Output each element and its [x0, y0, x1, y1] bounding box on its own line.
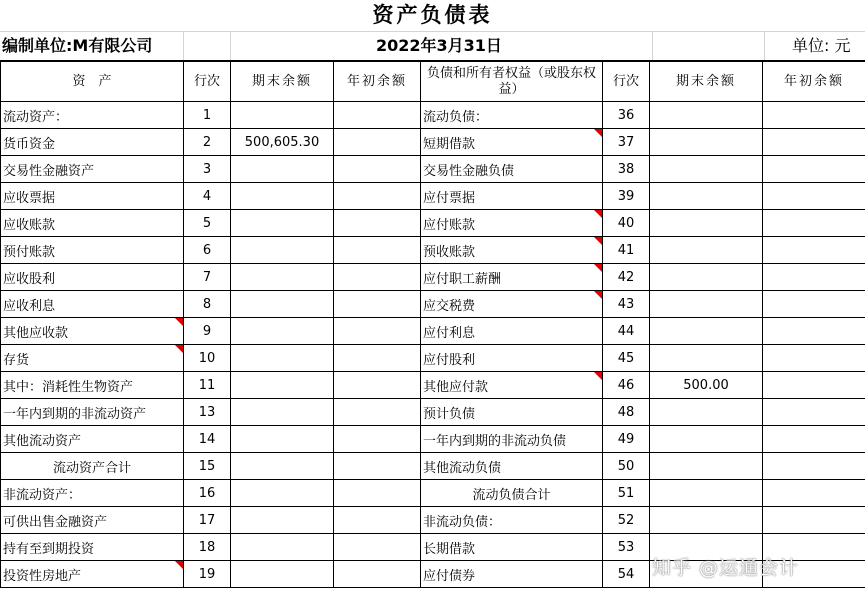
liability-begin-balance-cell[interactable]	[763, 426, 865, 453]
liability-begin-balance-cell[interactable]	[763, 318, 865, 345]
report-date: 2022年3月31日	[376, 36, 502, 55]
asset-name-cell[interactable]: 应收票据	[1, 183, 184, 210]
asset-end-balance-cell[interactable]	[231, 561, 334, 588]
liability-end-balance-cell[interactable]	[650, 426, 763, 453]
liability-row-no-cell[interactable]: 51	[603, 480, 650, 507]
asset-end-balance-cell[interactable]	[231, 237, 334, 264]
asset-end-balance-cell[interactable]	[231, 183, 334, 210]
liability-name-cell[interactable]: 其他流动负债	[421, 453, 603, 480]
liability-row-no-cell[interactable]: 54	[603, 561, 650, 588]
asset-begin-balance-cell[interactable]	[334, 561, 421, 588]
liability-name-cell[interactable]: 应付股利	[421, 345, 603, 372]
asset-name-cell[interactable]: 一年内到期的非流动资产	[1, 399, 184, 426]
liability-row-no-cell[interactable]: 37	[603, 129, 650, 156]
asset-begin-balance-cell[interactable]	[334, 453, 421, 480]
asset-begin-balance-cell[interactable]	[334, 156, 421, 183]
asset-name-cell[interactable]: 应收账款	[1, 210, 184, 237]
asset-end-balance-cell[interactable]	[231, 372, 334, 399]
asset-name-cell[interactable]: 货币资金	[1, 129, 184, 156]
table-row	[1, 372, 865, 399]
liability-end-balance-cell[interactable]	[650, 237, 763, 264]
table-row	[1, 453, 865, 480]
liability-row-no-cell[interactable]: 41	[603, 237, 650, 264]
asset-begin-balance-cell[interactable]	[334, 264, 421, 291]
liability-row-no-cell[interactable]: 48	[603, 399, 650, 426]
asset-begin-balance-cell[interactable]	[334, 480, 421, 507]
liability-row-no-cell[interactable]: 49	[603, 426, 650, 453]
table-row	[1, 102, 865, 129]
watermark: 知乎 @运通会计	[652, 557, 800, 579]
asset-row-no-cell[interactable]: 11	[184, 372, 231, 399]
liability-name-cell[interactable]: 应付职工薪酬	[421, 264, 603, 291]
asset-row-no-cell[interactable]: 9	[184, 318, 231, 345]
liability-name-cell[interactable]: 应付利息	[421, 318, 603, 345]
asset-row-no-cell[interactable]: 1	[184, 102, 231, 129]
asset-row-no-cell[interactable]: 15	[184, 453, 231, 480]
liability-begin-balance-cell[interactable]	[763, 183, 865, 210]
asset-row-no-cell[interactable]: 14	[184, 426, 231, 453]
liability-begin-balance-cell[interactable]	[763, 102, 865, 129]
asset-begin-balance-cell[interactable]	[334, 237, 421, 264]
asset-name-cell[interactable]: 其他应收款	[1, 318, 184, 345]
asset-end-balance-cell[interactable]	[231, 210, 334, 237]
asset-begin-balance-cell[interactable]	[334, 318, 421, 345]
liability-name-cell[interactable]: 应付票据	[421, 183, 603, 210]
table-row	[1, 210, 865, 237]
asset-name-cell[interactable]: 存货	[1, 345, 184, 372]
liability-end-balance-cell[interactable]	[650, 399, 763, 426]
asset-begin-balance-cell[interactable]	[334, 183, 421, 210]
liability-end-balance-cell[interactable]	[650, 102, 763, 129]
table-row	[1, 237, 865, 264]
liability-row-no-cell[interactable]: 45	[603, 345, 650, 372]
asset-row-no-cell[interactable]: 8	[184, 291, 231, 318]
currency-unit: 单位: 元	[792, 36, 851, 55]
liability-end-balance-cell[interactable]	[650, 318, 763, 345]
table-row	[1, 156, 865, 183]
liability-row-no-cell[interactable]: 43	[603, 291, 650, 318]
asset-end-balance-cell[interactable]	[231, 480, 334, 507]
header-begin-balance: 年初余额	[334, 62, 421, 102]
asset-name-cell[interactable]: 持有至到期投资	[1, 534, 184, 561]
liability-row-no-cell[interactable]: 52	[603, 507, 650, 534]
asset-name-cell[interactable]: 应收股利	[1, 264, 184, 291]
liability-end-balance-cell[interactable]	[650, 480, 763, 507]
info-divider	[183, 32, 184, 60]
asset-name-cell[interactable]: 投资性房地产	[1, 561, 184, 588]
asset-begin-balance-cell[interactable]	[334, 399, 421, 426]
asset-row-no-cell[interactable]: 13	[184, 399, 231, 426]
header-end-balance: 期末余额	[650, 62, 763, 102]
asset-row-no-cell[interactable]: 10	[184, 345, 231, 372]
asset-begin-balance-cell[interactable]	[334, 534, 421, 561]
asset-row-no-cell[interactable]: 3	[184, 156, 231, 183]
asset-row-no-cell[interactable]: 17	[184, 507, 231, 534]
liability-end-balance-cell[interactable]	[650, 210, 763, 237]
liability-name-cell[interactable]: 应交税费	[421, 291, 603, 318]
liability-name-cell[interactable]: 其他应付款	[421, 372, 603, 399]
liability-name-cell[interactable]: 一年内到期的非流动负债	[421, 426, 603, 453]
header-liability: 负债和所有者权益（或股东权益）	[421, 62, 603, 102]
liability-begin-balance-cell[interactable]	[763, 210, 865, 237]
liability-begin-balance-cell[interactable]	[763, 291, 865, 318]
liability-begin-balance-cell[interactable]	[763, 372, 865, 399]
table-row	[1, 318, 865, 345]
liability-row-no-cell[interactable]: 39	[603, 183, 650, 210]
asset-name-cell[interactable]: 交易性金融资产	[1, 156, 184, 183]
asset-row-no-cell[interactable]: 7	[184, 264, 231, 291]
liability-begin-balance-cell[interactable]	[763, 264, 865, 291]
asset-end-balance-cell[interactable]	[231, 291, 334, 318]
table-row	[1, 264, 865, 291]
liability-name-cell[interactable]: 交易性金融负债	[421, 156, 603, 183]
liability-end-balance-cell[interactable]	[650, 264, 763, 291]
table-row	[1, 399, 865, 426]
asset-begin-balance-cell[interactable]	[334, 372, 421, 399]
liability-name-cell[interactable]: 预收账款	[421, 237, 603, 264]
header-row-no: 行次	[184, 62, 231, 102]
table-row	[1, 129, 865, 156]
liability-end-balance-cell[interactable]	[650, 156, 763, 183]
asset-row-no-cell[interactable]: 4	[184, 183, 231, 210]
asset-end-balance-cell[interactable]	[231, 507, 334, 534]
header-asset: 资 产	[1, 62, 184, 102]
asset-end-balance-cell[interactable]	[231, 534, 334, 561]
table-row	[1, 345, 865, 372]
liability-name-cell[interactable]: 流动负债：	[421, 102, 603, 129]
asset-row-no-cell[interactable]: 16	[184, 480, 231, 507]
liability-row-no-cell[interactable]: 46	[603, 372, 650, 399]
header-begin-balance: 年初余额	[763, 62, 865, 102]
asset-end-balance-cell[interactable]	[231, 399, 334, 426]
liability-begin-balance-cell[interactable]	[763, 453, 865, 480]
liability-name-cell[interactable]: 非流动负债：	[421, 507, 603, 534]
asset-name-cell[interactable]: 预付账款	[1, 237, 184, 264]
liability-begin-balance-cell[interactable]	[763, 129, 865, 156]
liability-name-cell[interactable]: 预计负债	[421, 399, 603, 426]
asset-end-balance-cell[interactable]	[231, 156, 334, 183]
header-row-no: 行次	[603, 62, 650, 102]
asset-name-cell[interactable]: 其他流动资产	[1, 426, 184, 453]
liability-end-balance-cell[interactable]	[650, 345, 763, 372]
liability-row-no-cell[interactable]: 44	[603, 318, 650, 345]
liability-begin-balance-cell[interactable]	[763, 399, 865, 426]
liability-row-no-cell[interactable]: 42	[603, 264, 650, 291]
liability-name-cell[interactable]: 应付账款	[421, 210, 603, 237]
balance-sheet-table	[0, 61, 865, 588]
asset-row-no-cell[interactable]: 2	[184, 129, 231, 156]
table-row	[1, 480, 865, 507]
liability-row-no-cell[interactable]: 38	[603, 156, 650, 183]
asset-begin-balance-cell[interactable]	[334, 102, 421, 129]
asset-row-no-cell[interactable]: 18	[184, 534, 231, 561]
asset-end-balance-cell[interactable]	[231, 264, 334, 291]
info-divider	[230, 32, 231, 60]
info-divider	[652, 32, 653, 60]
liability-end-balance-cell[interactable]	[650, 453, 763, 480]
liability-name-cell[interactable]: 应付债券	[421, 561, 603, 588]
asset-name-cell[interactable]: 流动资产合计	[1, 453, 184, 480]
liability-name-cell[interactable]: 短期借款	[421, 129, 603, 156]
table-row	[1, 291, 865, 318]
company-name: 编制单位:M有限公司	[2, 36, 153, 55]
liability-row-no-cell[interactable]: 53	[603, 534, 650, 561]
liability-begin-balance-cell[interactable]	[763, 237, 865, 264]
info-divider	[764, 32, 765, 60]
liability-row-no-cell[interactable]: 36	[603, 102, 650, 129]
asset-end-balance-cell[interactable]	[231, 318, 334, 345]
liability-end-balance-cell[interactable]	[650, 183, 763, 210]
header-end-balance: 期末余额	[231, 62, 334, 102]
asset-name-cell[interactable]: 可供出售金融资产	[1, 507, 184, 534]
asset-name-cell[interactable]: 应收利息	[1, 291, 184, 318]
asset-end-balance-cell[interactable]	[231, 453, 334, 480]
table-header-row	[1, 62, 865, 102]
asset-row-no-cell[interactable]: 5	[184, 210, 231, 237]
asset-begin-balance-cell[interactable]	[334, 507, 421, 534]
liability-name-cell[interactable]: 流动负债合计	[421, 480, 603, 507]
table-row	[1, 426, 865, 453]
asset-name-cell[interactable]: 其中：消耗性生物资产	[1, 372, 184, 399]
liability-begin-balance-cell[interactable]	[763, 507, 865, 534]
liability-end-balance-cell[interactable]	[650, 507, 763, 534]
liability-name-cell[interactable]: 长期借款	[421, 534, 603, 561]
asset-end-balance-cell[interactable]: 500,605.30	[231, 129, 334, 156]
asset-end-balance-cell[interactable]	[231, 426, 334, 453]
asset-row-no-cell[interactable]: 6	[184, 237, 231, 264]
asset-end-balance-cell[interactable]	[231, 102, 334, 129]
asset-begin-balance-cell[interactable]	[334, 345, 421, 372]
asset-name-cell[interactable]: 流动资产：	[1, 102, 184, 129]
liability-row-no-cell[interactable]: 50	[603, 453, 650, 480]
asset-row-no-cell[interactable]: 19	[184, 561, 231, 588]
asset-begin-balance-cell[interactable]	[334, 129, 421, 156]
liability-begin-balance-cell[interactable]	[763, 480, 865, 507]
liability-begin-balance-cell[interactable]	[763, 345, 865, 372]
report-title: 资产负债表	[372, 3, 493, 27]
liability-end-balance-cell[interactable]	[650, 291, 763, 318]
table-row	[1, 183, 865, 210]
liability-end-balance-cell[interactable]: 500.00	[650, 372, 763, 399]
asset-begin-balance-cell[interactable]	[334, 426, 421, 453]
table-row	[1, 507, 865, 534]
asset-name-cell[interactable]: 非流动资产：	[1, 480, 184, 507]
asset-begin-balance-cell[interactable]	[334, 291, 421, 318]
liability-end-balance-cell[interactable]	[650, 129, 763, 156]
report-info-bar	[0, 31, 865, 62]
asset-begin-balance-cell[interactable]	[334, 210, 421, 237]
liability-begin-balance-cell[interactable]	[763, 156, 865, 183]
liability-row-no-cell[interactable]: 40	[603, 210, 650, 237]
asset-end-balance-cell[interactable]	[231, 345, 334, 372]
